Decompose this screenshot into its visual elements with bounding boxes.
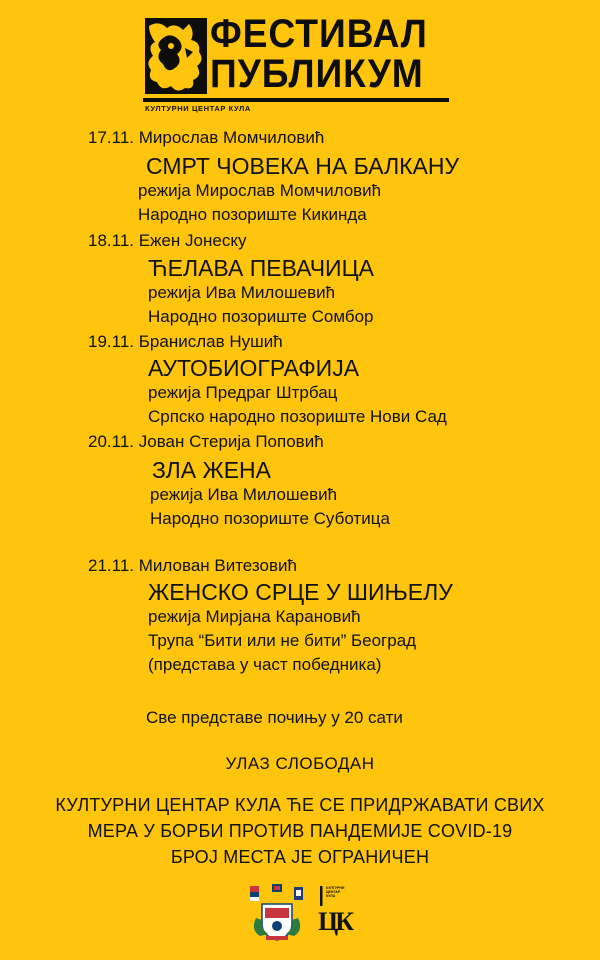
start-time-notice: Све представе почињу у 20 сати bbox=[146, 708, 403, 727]
covid-notice-line3: БРОЈ МЕСТА ЈЕ ОГРАНИЧЕН bbox=[170, 847, 430, 867]
program-author: Јован Стерија Поповић bbox=[138, 432, 324, 451]
organizer-subtitle: КУЛТУРНИ ЦЕНТАР КУЛА bbox=[145, 104, 251, 113]
program-date: 19.11. bbox=[88, 332, 135, 351]
program-author: Мирослав Момчиловић bbox=[138, 128, 325, 147]
festival-logo-mark bbox=[145, 18, 207, 94]
municipality-crest-icon bbox=[246, 884, 308, 942]
program-item-4-theatre: Народно позориште Суботица bbox=[150, 509, 390, 528]
program-item-4-date-author bbox=[88, 432, 324, 452]
program-item-4-title: ЗЛА ЖЕНА bbox=[152, 457, 271, 483]
free-entry-notice: УЛАЗ СЛОБОДАН bbox=[225, 754, 375, 773]
cultural-center-logo bbox=[318, 884, 366, 940]
program-item-5-date-author bbox=[88, 556, 297, 576]
program-author: Ежен Јонеску bbox=[138, 231, 247, 250]
program-date: 17.11. bbox=[88, 128, 135, 147]
program-item-5-director: режија Мирјана Карановић bbox=[148, 607, 361, 626]
program-item-1-theatre: Народно позориште Кикинда bbox=[138, 205, 367, 224]
program-item-3-director: режија Предраг Штрбац bbox=[148, 383, 338, 402]
covid-notice-line2: МЕРА У БОРБИ ПРОТИВ ПАНДЕМИЈЕ COVID-19 bbox=[87, 821, 513, 841]
program-item-4-director: режија Ива Милошевић bbox=[150, 485, 338, 504]
program-author: Бранислав Нушић bbox=[138, 332, 283, 351]
ck-logo-letters: ЦК bbox=[318, 907, 352, 936]
program-item-2-date-author bbox=[88, 231, 246, 251]
program-item-1-date-author bbox=[88, 128, 324, 148]
logo-divider bbox=[143, 98, 449, 102]
program-date: 21.11. bbox=[88, 556, 135, 575]
program-date: 20.11. bbox=[88, 432, 135, 451]
program-item-1-title: СМРТ ЧОВЕКА НА БАЛКАНУ bbox=[146, 153, 460, 179]
covid-notice-line1: КУЛТУРНИ ЦЕНТАР КУЛА ЋЕ СЕ ПРИДРЖАВАТИ СВИХ bbox=[55, 795, 545, 815]
program-item-5-note: (представа у част победника) bbox=[148, 655, 382, 674]
program-item-5-theatre: Трупа “Бити или не бити” Београд bbox=[148, 631, 417, 650]
program-item-3-title: АУТОБИОГРАФИЈА bbox=[148, 355, 360, 381]
program-date: 18.11. bbox=[88, 231, 135, 250]
program-item-2-title: ЋЕЛАВА ПЕВАЧИЦА bbox=[148, 255, 374, 281]
program-item-1-director: режија Мирослав Момчиловић bbox=[138, 181, 382, 200]
program-item-2-director: режија Ива Милошевић bbox=[148, 283, 336, 302]
ck-logo-caption: КУЛТУРНИ ЦЕНТАР КУЛА bbox=[326, 886, 345, 898]
program-author: Милован Витезовић bbox=[138, 556, 297, 575]
festival-title-line2: ПУБЛИКУМ bbox=[210, 52, 424, 96]
program-item-3-date-author bbox=[88, 332, 283, 352]
festival-title-line1: ФЕСТИВАЛ bbox=[210, 12, 428, 56]
program-item-2-theatre: Народно позориште Сомбор bbox=[148, 307, 374, 326]
program-item-5-title: ЖЕНСКО СРЦЕ У ШИЊЕЛУ bbox=[148, 579, 453, 605]
program-item-3-theatre: Српско народно позориште Нови Сад bbox=[148, 407, 447, 426]
